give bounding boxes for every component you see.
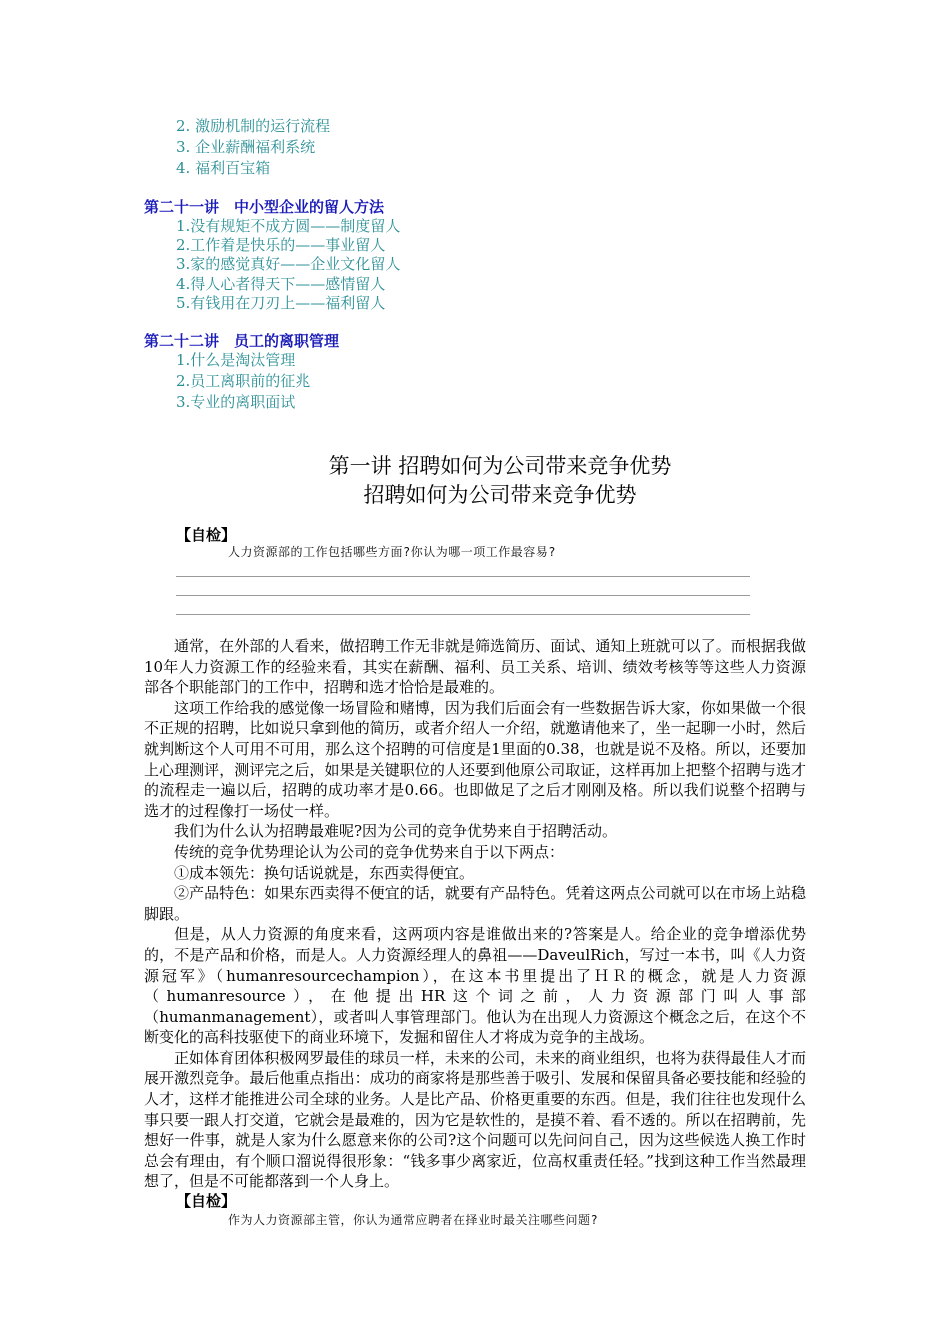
paragraph: 我们为什么认为招聘最难呢?因为公司的竞争优势来自于招聘活动。: [174, 822, 618, 841]
answer-line: [176, 576, 750, 577]
self-check-label: 【自检】: [176, 526, 237, 544]
self-check-question: 作为人力资源部主管，你认为通常应聘者在择业时最关注哪些问题?: [228, 1213, 599, 1227]
paragraph: 传统的竞争优势理论认为公司的竞争优势来自于以下两点：: [174, 842, 565, 861]
toc-item[interactable]: 1.什么是淘汰管理: [176, 351, 296, 369]
toc-item[interactable]: 1.没有规矩不成方圆——制度留人: [176, 217, 401, 235]
toc-item[interactable]: 2.工作着是快乐的——事业留人: [176, 236, 386, 254]
paragraph: 但是，从人力资源的角度来看，这两项内容是谁做出来的?答案是人。给企业的竞争增添优势的，不是产品和价格，而是人。人力资源经理人的鼻祖——DaveulRich，写过一本书，叫《人力资源冠军》（humanresourcechampion），在这本书里提出了ＨＲ的概念，就是人力资源（humanresource），在他提出HR这个词之前，人力资源部门叫人事部（humanmanagement），或者叫人事管理部门。他认为在出现人力资源这个概念之后，在这个不断变化的高科技驱使下的商业环境下，发掘和留住人才将成为竞争的主战场。: [144, 925, 806, 1047]
answer-line: [176, 614, 750, 615]
answer-line: [176, 595, 750, 596]
toc-item[interactable]: 3.专业的离职面试: [176, 393, 296, 411]
lecture-subtitle: 招聘如何为公司带来竞争优势: [363, 483, 637, 507]
toc-item[interactable]: 4. 福利百宝箱: [176, 159, 271, 177]
toc-item[interactable]: 5.有钱用在刀刃上——福利留人: [176, 294, 386, 312]
toc-section-heading[interactable]: 第二十一讲 中小型企业的留人方法: [144, 198, 385, 216]
toc-item[interactable]: 3. 企业薪酬福利系统: [176, 138, 316, 156]
toc-item[interactable]: 4.得人心者得天下——感情留人: [176, 275, 386, 293]
lecture-body: [144, 636, 806, 1192]
paragraph: 正如体育团体积极网罗最佳的球员一样，未来的公司，未来的商业组织，也将为获得最佳人才而展开激烈竞争。最后他重点指出：成功的商家将是那些善于吸引、发展和保留具备必要技能和经验的人才，这样才能推进公司全球的业务。人是比产品、价格更重要的东西。但是，我们往往也发现什么事只要一跟人打交道，它就会是最难的，因为它是软性的，是摸不着、看不透的。所以在招聘前，先想好一件事，就是人家为什么愿意来你的公司?这个问题可以先问问自己，因为这些候选人换工作时总会有理由，有个顺口溜说得很形象：“钱多事少离家近，位高权重责任轻。”找到这种工作当然最理想了，但是不可能都落到一个人身上。: [144, 1048, 806, 1191]
toc-section-heading[interactable]: 第二十二讲 员工的离职管理: [144, 332, 340, 350]
paragraph: 这项工作给我的感觉像一场冒险和赌博，因为我们后面会有一些数据告诉大家，你如果做一个很不正规的招聘，比如说只拿到他的简历，或者介绍人一介绍，就邀请他来了，坐一起聊一小时，然后就判断这个人可用不可用，那么这个招聘的可信度是1里面的0.38，也就是说不及格。所以，还要加上心理测评，测评完之后，如果是关键职位的人还要到他原公司取证，这样再加上把整个招聘与选才的流程走一遍以后，招聘的成功率才是0.66。也即做足了之后才刚刚及格。所以我们说整个招聘与选才的过程像打一场仗一样。: [144, 698, 806, 820]
paragraph: ②产品特色：如果东西卖得不便宜的话，就要有产品特色。凭着这两点公司就可以在市场上站稳脚跟。: [144, 884, 806, 923]
toc-item[interactable]: 2. 激励机制的运行流程: [176, 117, 331, 135]
toc-item[interactable]: 2.员工离职前的征兆: [176, 372, 311, 390]
toc-item[interactable]: 3.家的感觉真好——企业文化留人: [176, 255, 401, 273]
paragraph: ①成本领先：换句话说就是，东西卖得便宜。: [174, 863, 475, 882]
paragraph: 通常，在外部的人看来，做招聘工作无非就是筛选简历、面试、通知上班就可以了。而根据我做10年人力资源工作的经验来看，其实在薪酬、福利、员工关系、培训、绩效考核等等这些人力资源部各个职能部门的工作中，招聘和选才恰恰是最难的。: [144, 637, 806, 697]
self-check-question: 人力资源部的工作包括哪些方面?你认为哪一项工作最容易?: [228, 545, 556, 559]
self-check-label: 【自检】: [176, 1192, 237, 1210]
lecture-title: 第一讲 招聘如何为公司带来竞争优势: [328, 454, 672, 478]
